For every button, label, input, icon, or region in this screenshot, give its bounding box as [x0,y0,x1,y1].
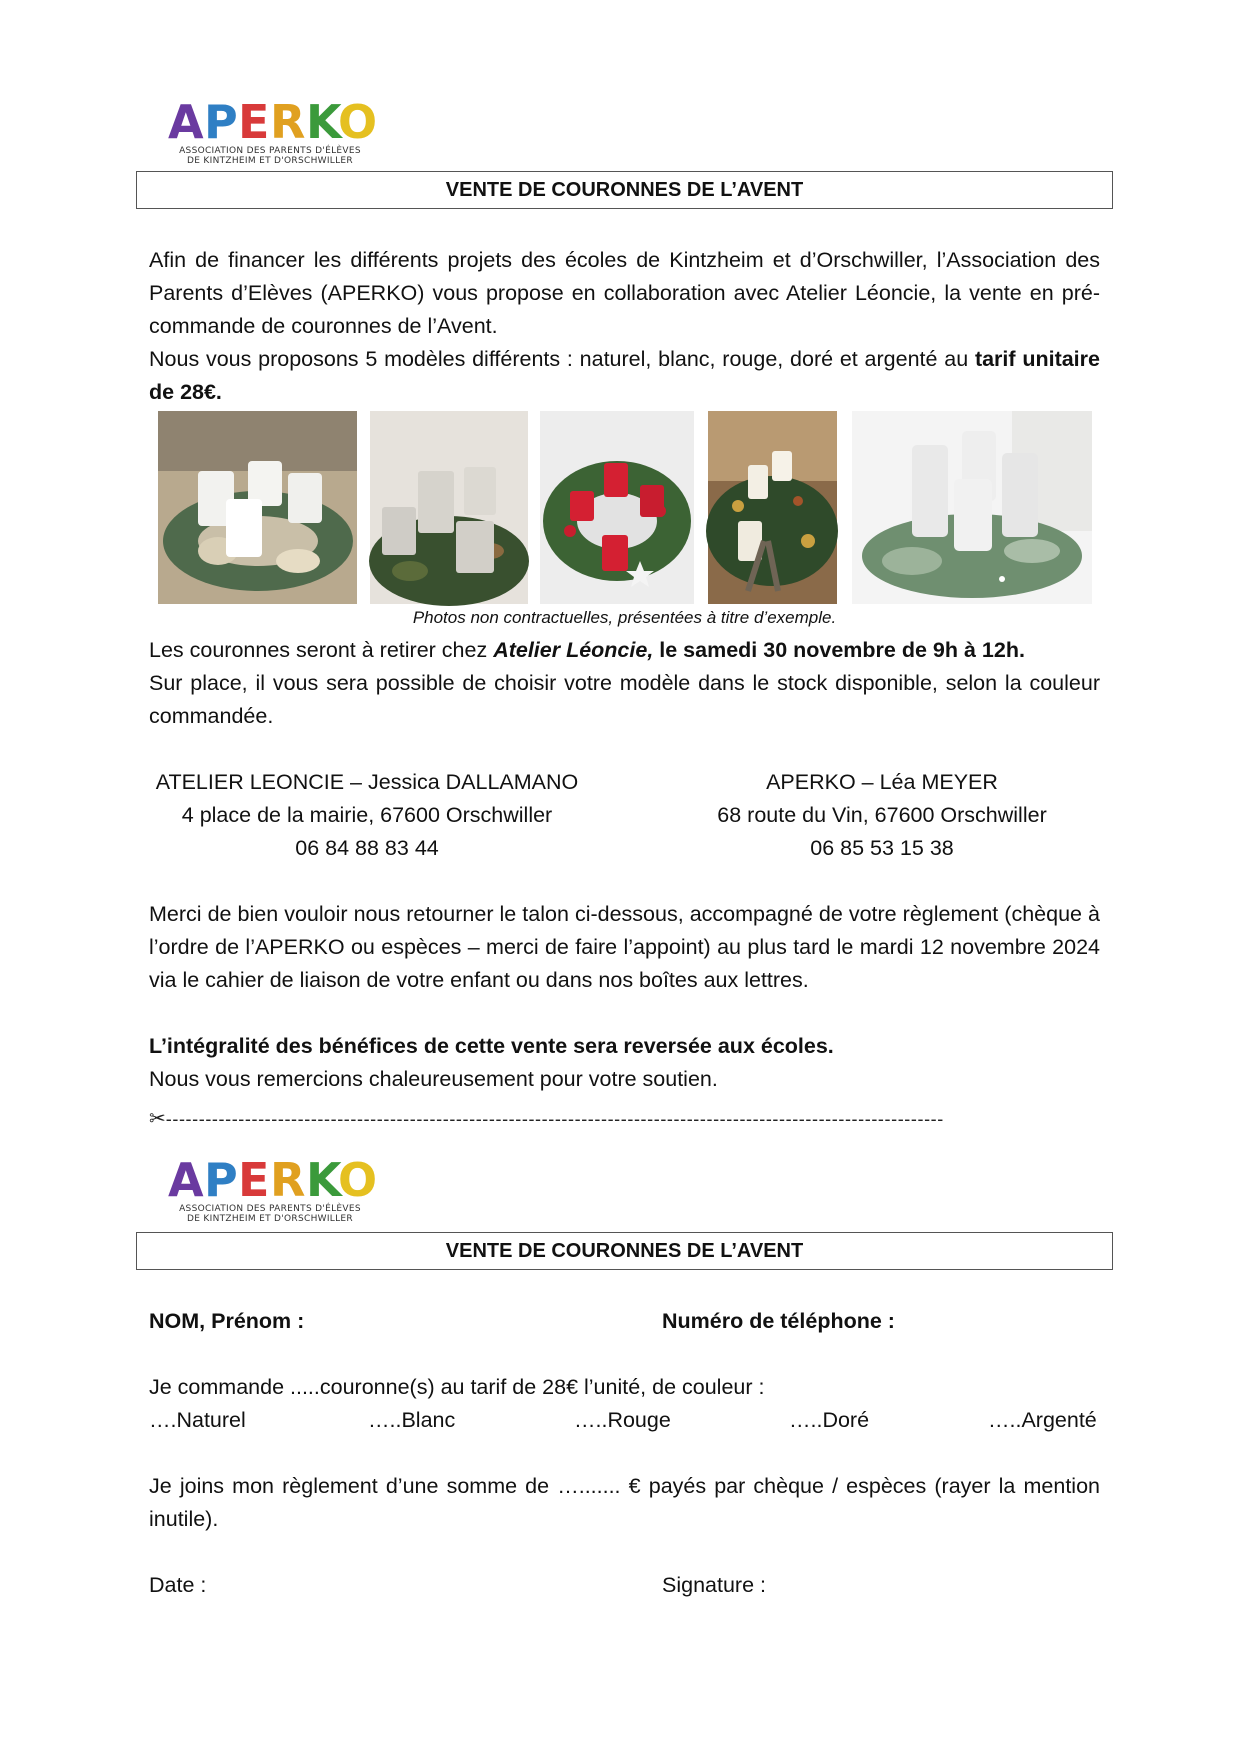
form-color-argente[interactable]: …..Argenté [988,1408,1097,1432]
scissors-icon: ✂ [149,1106,166,1130]
logo-form-letter-a: A [168,1153,204,1207]
aperko-logo [158,92,378,176]
form-phone-label[interactable]: Numéro de téléphone : [662,1309,895,1333]
pickup-paragraph [149,634,1100,667]
form-color-rouge[interactable]: …..Rouge [574,1408,671,1432]
contact-aperko-name: APERKO – Léa MEYER [766,770,998,794]
contact-atelier-address: 4 place de la mairie, 67600 Orschwiller [181,803,553,827]
page-title: VENTE DE COURONNES DE L’AVENT [136,171,1113,209]
photo-natural-wreath [158,411,357,604]
contact-atelier-phone: 06 84 88 83 44 [295,836,439,860]
logo-letter-a: A [168,95,204,149]
intro-price-text: tarif unitaire de 28€. [149,347,1100,404]
benefits-text: L’intégralité des bénéfices de cette vente sera reversée aux écoles. [149,1034,834,1058]
logo-letter-k: K [306,95,342,149]
aperko-logo-letters [166,92,378,149]
form-color-dore[interactable]: …..Doré [789,1408,870,1432]
form-name-label[interactable]: NOM, Prénom : [149,1309,305,1333]
cut-line [149,1106,1100,1131]
thanks-text: Nous vous remercions chaleureusement pour votre soutien. [149,1067,718,1091]
form-color-naturel[interactable]: ….Naturel [149,1408,246,1432]
form-payment-line[interactable]: Je joins mon règlement d’une somme de …....... € payés par chèque / espèces (rayer la mention inutile). [149,1474,1100,1531]
form-date-label[interactable]: Date : [149,1573,207,1597]
logo-form-letter-k: K [306,1153,342,1207]
pickup-atelier: Atelier Léoncie, [493,638,654,662]
form-signature-label[interactable]: Signature : [662,1573,766,1597]
aperko-logo-form-letters [166,1150,378,1207]
logo-tagline [170,146,370,166]
pickup-intro: Les couronnes seront à retirer chez [149,638,494,662]
contact-aperko [647,766,1117,865]
logo-letter-p: P [204,95,238,149]
logo-form-letter-e: E [238,1153,270,1207]
logo-form-letter-p: P [204,1153,238,1207]
form-title: VENTE DE COURONNES DE L’AVENT [136,1232,1113,1270]
contact-aperko-address: 68 route du Vin, 67600 Orschwiller [717,803,1047,827]
aperko-logo-form [158,1150,378,1234]
return-paragraph: Merci de bien vouloir nous retourner le talon ci-dessous, accompagné de votre règlement (chèque à l’ordre de l’APERKO ou espèces – merci de faire l’appoint) au plus tard le mardi 12 novembre 2024 via le cahier de liaison de votre enfant ou dans nos boîtes aux lettres. [149,902,1100,992]
form-order-line[interactable]: Je commande .....couronne(s) au tarif de 28€ l’unité, de couleur : [149,1375,765,1399]
logo-form-letter-o: O [338,1153,378,1207]
photo-silver-wreath [852,411,1092,604]
logo-letter-o: O [338,95,378,149]
logo-tagline-line1: ASSOCIATION DES PARENTS D'ÉLÈVES [179,146,361,156]
logo-form-tagline-line1: ASSOCIATION DES PARENTS D'ÉLÈVES [179,1204,361,1214]
logo-letter-r: R [270,95,306,149]
photo-white-wreath [370,411,528,604]
photo-red-wreath [540,411,694,604]
logo-form-tagline [170,1204,370,1224]
intro-models-text: Nous vous proposons 5 modèles différents : naturel, blanc, rouge, doré et argenté au [149,347,975,371]
intro-paragraph: Afin de financer les différents projets des écoles de Kintzheim et d’Orschwiller, l’Association des Parents d’Elèves (APERKO) vous propose en collaboration avec Atelier Léoncie, la vente en pré-commande de couronnes de l’Avent. [149,248,1100,338]
logo-form-letter-r: R [270,1153,306,1207]
logo-form-tagline-line2: DE KINTZHEIM ET D'ORSCHWILLER [187,1214,353,1224]
cut-dashes: ---------------------------------------------------------------------------------------------------------------------- [165,1109,944,1129]
intro-models-paragraph [149,343,1100,409]
logo-letter-e: E [238,95,270,149]
contact-aperko-phone: 06 85 53 15 38 [810,836,954,860]
photo-gold-wreath [708,411,837,604]
contact-atelier [132,766,602,865]
contact-atelier-name: ATELIER LEONCIE – Jessica DALLAMANO [155,770,579,794]
photo-caption: Photos non contractuelles, présentées à titre d’exemple. [412,608,837,627]
form-color-blanc[interactable]: …..Blanc [368,1408,456,1432]
pickup-choice-paragraph: Sur place, il vous sera possible de choisir votre modèle dans le stock disponible, selon la couleur commandée. [149,671,1100,728]
logo-tagline-line2: DE KINTZHEIM ET D'ORSCHWILLER [187,156,353,166]
pickup-date: le samedi 30 novembre de 9h à 12h. [653,638,1025,662]
